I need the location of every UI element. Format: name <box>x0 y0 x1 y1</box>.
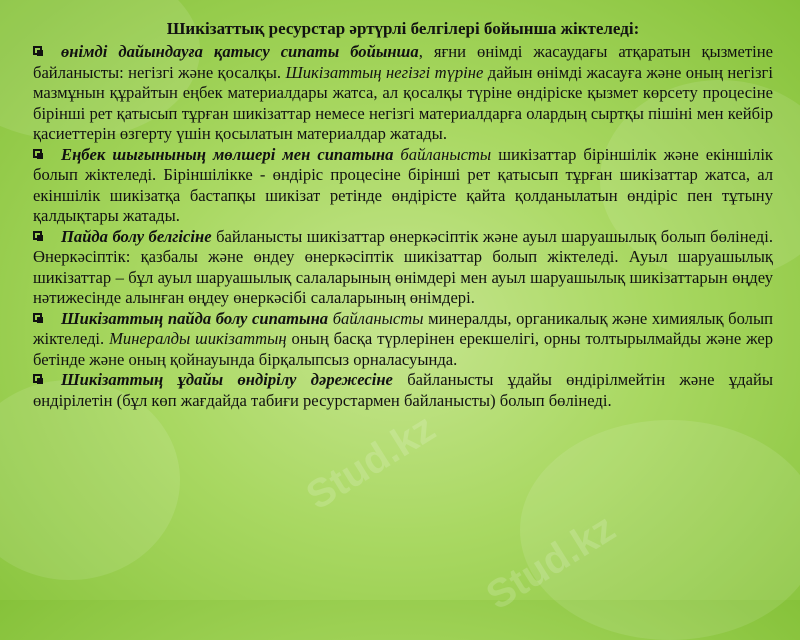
document-title: Шикізаттық ресурстар әртүрлі белгілері бойынша жіктеледі: <box>166 19 640 38</box>
list-item: Шикізаттың пайда болу сипатына байланысты минералды, органикалық және химиялық болып жіктеледі. Минералды шикізаттың оның басқа түрлерінен ерекшелігі, орны толтырылмайды және жер бетінде және оның қойнауында бірқалыпсыз орналасуында. <box>33 308 774 369</box>
list-item: Шикізаттың ұдайы өндірілу дәрежесіне байланысты ұдайы өндірілмейтін және ұдайы өндірілетін (бұл көп жағдайда табиғи ресурстармен байланысты) болып бөлінеді. <box>33 370 773 410</box>
document-body <box>33 18 773 411</box>
list-item: Еңбек шығынының мөлшері мен сипатына байланысты шикізаттар біріншілік және екіншілік болып жіктеледі. Біріншілікке - өндіріс процесіне бірінші рет қатысып тұрған шикізаттар жатса, ал екіншілік шикізатқа бастапқы шикізат ретінде өндірісте қайта қолданылатын өндіріс пен тұтыну қалдықтары жатады. <box>33 144 773 225</box>
checkbox-bullet-icon <box>33 46 42 55</box>
checkbox-bullet-icon <box>33 149 42 158</box>
checkbox-bullet-icon <box>33 313 42 322</box>
list-item: Пайда болу белгісіне байланысты шикізаттар өнеркәсіптік және ауыл шаруашылық болып бөлінеді. Өнеркәсіптік: қазбалы және өндеу өнеркәсіптік шикізаттар болып жіктеледі. Ауыл шаруашылық шикізаттар – бұл ауыл шаруашылық салаларының өнімдері мен ауыл шаруашылық шикізаттарын өңдеу нәтижесінде алынған өңдеу өнеркәсібі салаларының өнімдері. <box>33 226 773 307</box>
checkbox-bullet-icon <box>33 374 42 383</box>
checkbox-bullet-icon <box>33 231 42 240</box>
watermark: Stud.kz <box>478 505 623 619</box>
watermark: Stud.kz <box>298 405 443 519</box>
list-item: өнімді дайындауға қатысу сипаты бойынша, яғни өнімді жасаудағы атқаратын қызметіне байланысты: негізгі және қосалқы. Шикізаттың негізгі түріне дайын өнімді жасауға және оның негізгі мазмұнын құрайтын еңбек материалдары жатса, ал қосалқы түріне өндіріске қызмет көрсету процесіне бірінші рет қатысып тұрған шикізаттар немесе негізгі материалдарға олардың сыртқы пішіні мен кейбір қасиеттерін өзгерту үшін қосылатын материалдар жатады. <box>33 42 773 143</box>
